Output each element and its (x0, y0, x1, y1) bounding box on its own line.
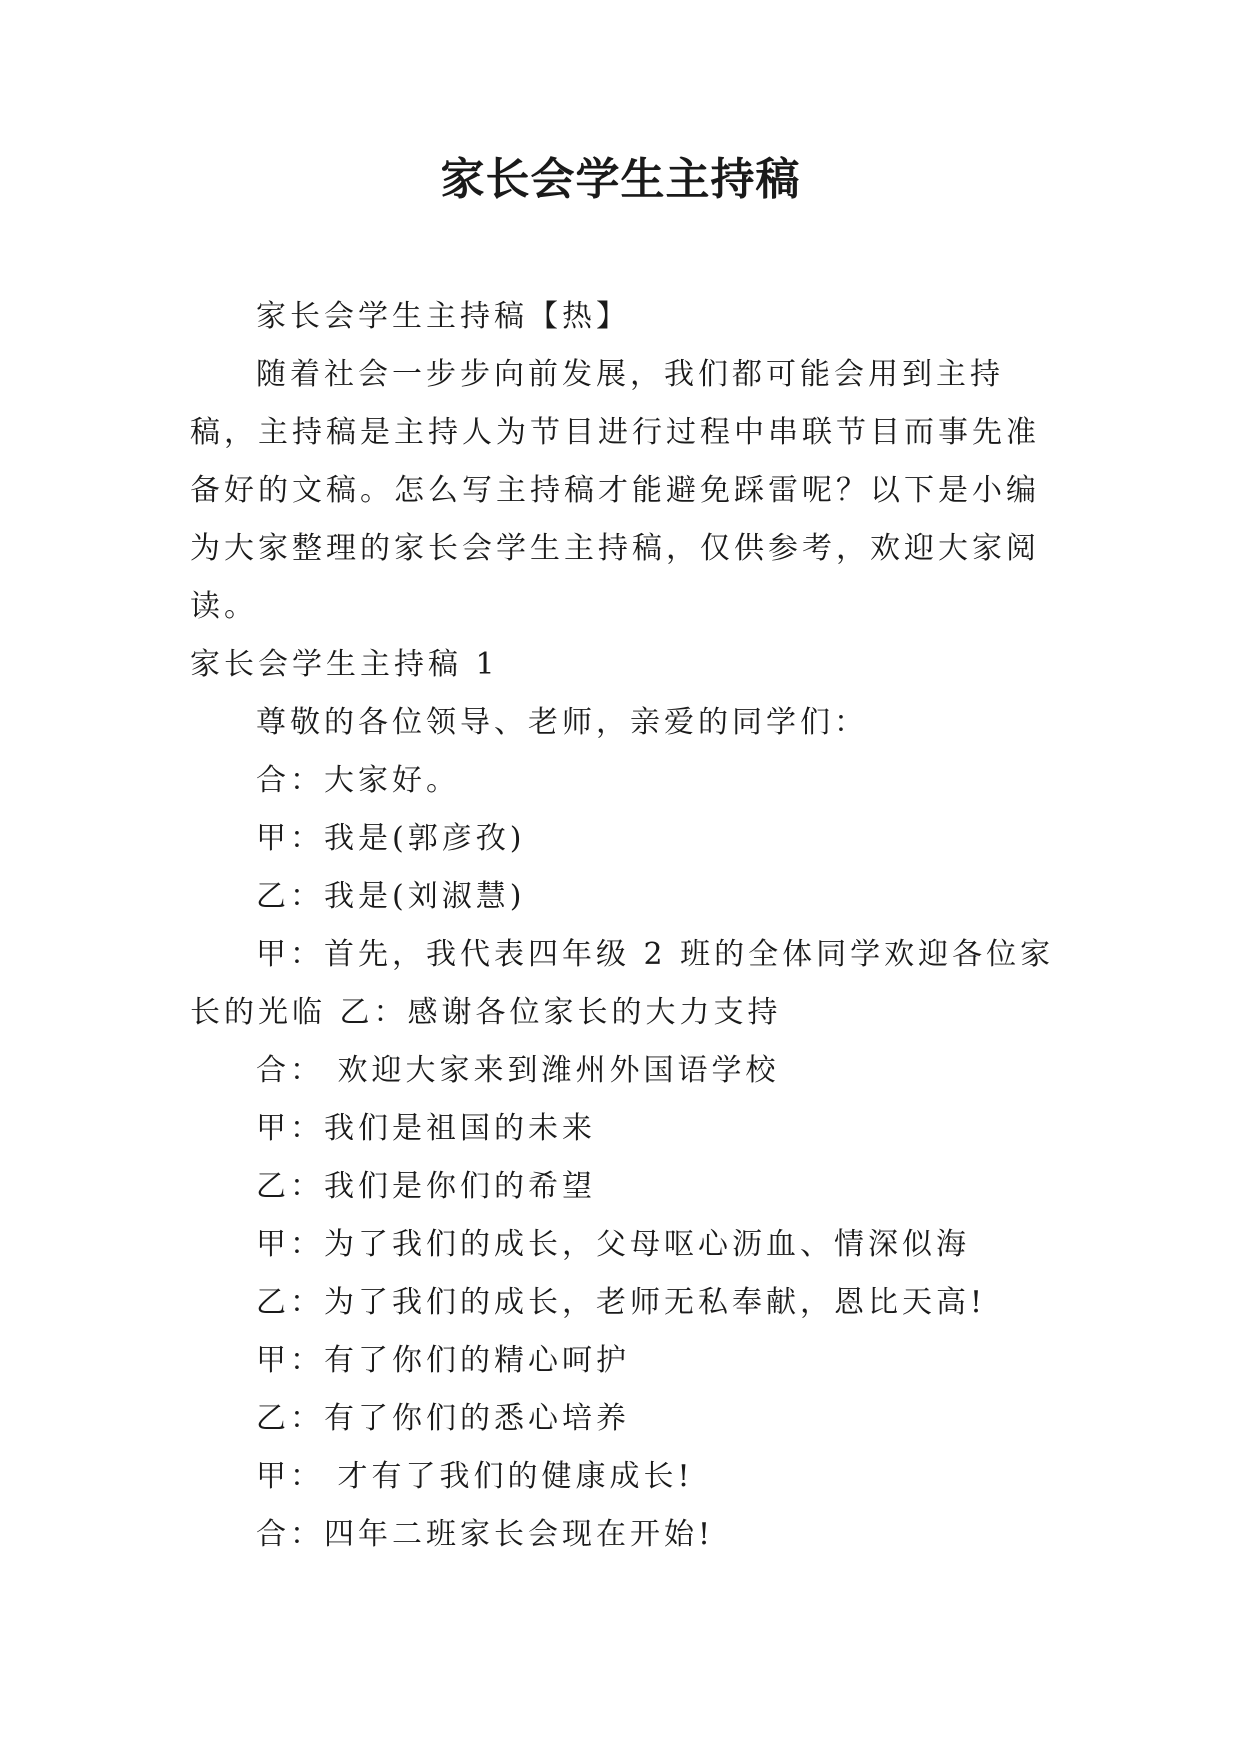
script-line: 乙：有了你们的悉心培养 (256, 1401, 630, 1436)
script-line: 合：大家好。 (256, 763, 460, 798)
script-line: 合： 欢迎大家来到潍州外国语学校 (256, 1053, 780, 1088)
script-line: 甲：有了你们的精心呵护 (256, 1343, 630, 1378)
document-title: 家长会学生主持稿 (440, 154, 801, 205)
script-line: 甲：我是(郭彦孜) (256, 821, 526, 856)
script-line: 甲：我们是祖国的未来 (256, 1111, 596, 1146)
script-line: 甲：为了我们的成长，父母呕心沥血、情深似海 (256, 1227, 970, 1262)
script-line: 乙：为了我们的成长，老师无私奉献，恩比天高! (256, 1285, 987, 1320)
script-line: 乙：我是(刘淑慧) (256, 879, 526, 914)
section-heading: 家长会学生主持稿 1 (190, 647, 499, 682)
script-section-1 (190, 636, 1070, 1564)
script-line: 甲：首先，我代表四年级 2 班的全体同学欢迎各位家长的光临 乙：感谢各位家长的大力支持 (190, 937, 1055, 1030)
script-line: 尊敬的各位领导、老师，亲爱的同学们： (256, 705, 868, 740)
script-line: 合：四年二班家长会现在开始! (256, 1517, 715, 1552)
intro-section (190, 288, 1070, 636)
script-line: 乙：我们是你们的希望 (256, 1169, 596, 1204)
script-line: 甲： 才有了我们的健康成长! (256, 1459, 694, 1494)
intro-heading: 家长会学生主持稿【热】 (256, 299, 630, 334)
intro-paragraph: 随着社会一步步向前发展，我们都可能会用到主持稿，主持稿是主持人为节目进行过程中串联节目而事先准备好的文稿。怎么写主持稿才能避免踩雷呢？以下是小编为大家整理的家长会学生主持稿，仅供参考，欢迎大家阅读。 (190, 357, 1040, 624)
